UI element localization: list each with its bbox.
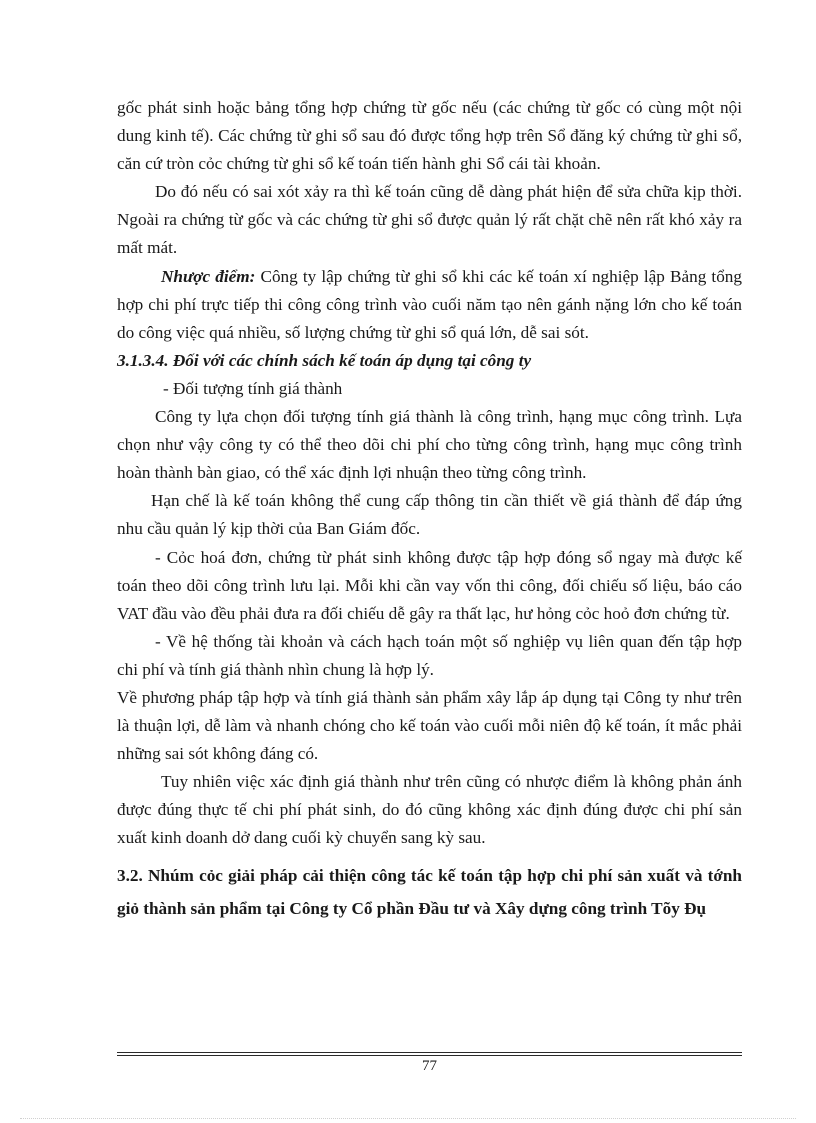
paragraph: Hạn chế là kế toán không thể cung cấp thông tin cần thiết về giá thành để đáp ứng nhu cầu quản lý kịp thời của Ban Giám đốc.	[117, 491, 742, 539]
footer-divider	[117, 1055, 742, 1056]
paragraph: Tuy nhiên việc xác định giá thành như trên cũng có nhược điểm là không phản ánh được đúng thực tế chi phí phát sinh, do đó cũng không xác định đúng được chi phí sản xuất kinh doanh dở dang cuối kỳ chuyển sang kỳ sau.	[117, 772, 742, 848]
list-item: - Cỏc hoá đơn, chứng từ phát sinh không được tập hợp đóng sổ ngay mà được kế toán theo dõi công trình lưu lại. Mỗi khi cần vay vốn thi công, đối chiếu số liệu, báo cáo VAT đầu vào đều phải đưa ra đối chiếu dễ gây ra thất lạc, hư hỏng cỏc hoỏ đơn chứng từ.	[117, 547, 742, 623]
subsection-heading: 3.1.3.4. Đối với các chính sách kế toán áp dụng tại công ty	[117, 350, 532, 370]
paragraph: Công ty lựa chọn đối tượng tính giá thành là công trình, hạng mục công trình. Lựa chọn như vậy công ty có thể theo dõi chi phí cho từng công trình, hạng mục công trình hoàn thành bàn giao, có thể xác định lợi nhuận theo từng công trình.	[117, 407, 742, 483]
list-item: - Đối tượng tính giá thành	[163, 378, 343, 398]
paragraph: Về phương pháp tập hợp và tính giá thành sản phẩm xây lắp áp dụng tại Công ty như trên là thuận lợi, dễ làm và nhanh chóng cho kế toán vào cuối mỗi niên độ kế toán, ít mắc phải những sai sót không đáng có.	[117, 687, 742, 764]
page-edge-divider	[20, 1118, 796, 1119]
disadvantage-paragraph	[117, 263, 742, 347]
paragraph: gốc phát sinh hoặc bảng tổng hợp chứng từ gốc nếu (các chứng từ gốc có cùng một nội dung kinh tế). Các chứng từ ghi sổ sau đó được tổng hợp trên Sổ đăng ký chứng từ ghi sổ, căn cứ tròn cỏc chứng từ ghi sổ kế toán tiến hành ghi Sổ cái tài khoản.	[117, 98, 742, 174]
disadvantage-text: Công ty lập chứng từ ghi sổ khi các kế toán xí nghiệp lập Bảng tổng hợp chi phí trực tiếp thi công công trình vào cuối năm tạo nên gánh nặng lớn cho kế toán do công việc quá nhiều, số lượng chứng từ ghi sổ quá lớn, dễ sai sót.	[117, 266, 742, 342]
page-number: 77	[422, 1058, 437, 1074]
list-item: - Về hệ thống tài khoản và cách hạch toán một số nghiệp vụ liên quan đến tập hợp chi phí và tính giá thành nhìn chung là hợp lý.	[117, 631, 742, 679]
paragraph: Do đó nếu có sai xót xảy ra thì kế toán cũng dễ dàng phát hiện để sửa chữa kịp thời. Ngoài ra chứng từ gốc và các chứng từ ghi sổ được quản lý rất chặt chẽ nên rất khó xảy ra mất mát.	[117, 182, 742, 258]
section-title: 3.2. Nhúm cỏc giải pháp cải thiện công tác kế toán tập hợp chi phí sản xuất và tớnh giỏ thành sản phẩm tại Công ty Cổ phần Đầu tư và Xây dựng công trình Tõy Đụ	[117, 865, 742, 918]
page-body	[117, 94, 742, 925]
footer-divider	[117, 1052, 742, 1053]
disadvantage-label: Nhược điểm:	[161, 266, 256, 286]
